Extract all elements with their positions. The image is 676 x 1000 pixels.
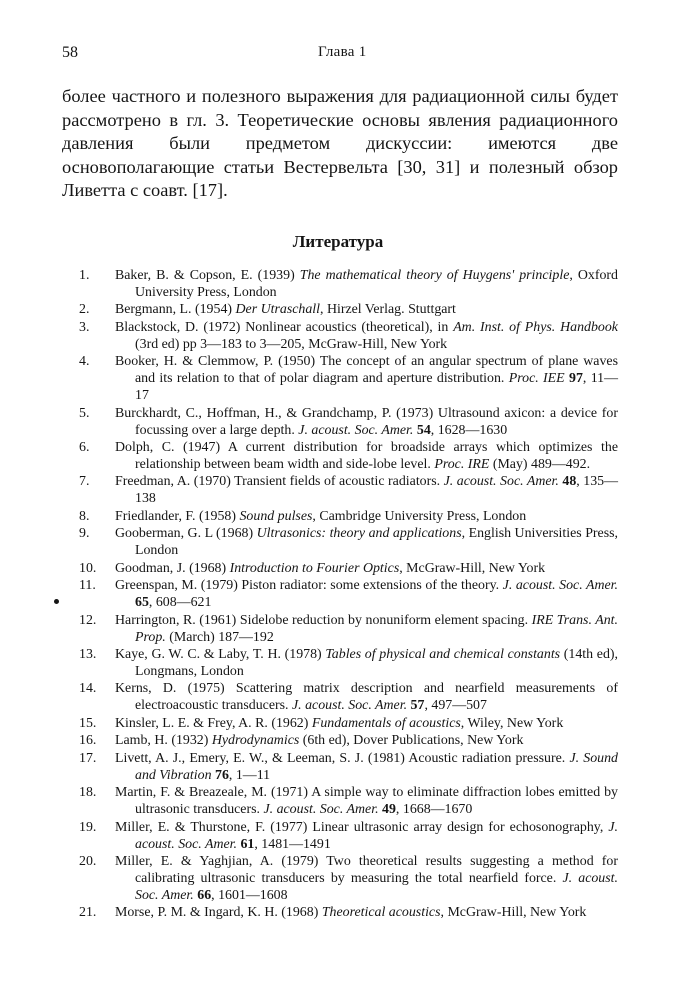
margin-bullet-mark [54,599,59,604]
reference-item [70,716,618,733]
reference-item [70,268,618,302]
reference-item [70,440,618,474]
reference-volume: 76 [215,767,229,783]
reference-list [70,268,618,923]
reference-item [70,474,618,508]
reference-number: 3. [79,319,90,335]
reference-number: 5. [79,405,90,421]
reference-item [70,302,618,319]
reference-item [70,751,618,785]
reference-pages: , 497—507 [424,698,487,714]
reference-text: (May) 489—492. [489,456,591,472]
reference-number: 14. [79,681,97,697]
reference-text: , McGraw-Hill, New York [399,560,546,576]
reference-text: Harrington, R. (1961) Sidelobe reduction by nonuniform element spacing. [115,612,532,628]
reference-volume: 61 [240,836,255,852]
reference-number: 12. [79,612,97,628]
reference-number: 17. [79,750,97,766]
reference-italic-title: Proc. IRE [434,456,490,472]
reference-italic-title: Proc. IEE [508,371,565,387]
reference-number: 4. [79,354,90,370]
reference-item [70,905,618,922]
reference-item [70,526,618,560]
reference-text: Kaye, G. W. C. & Laby, T. H. (1978) [115,647,326,663]
reference-italic-title: J. acoust. Soc. Amer. [291,698,408,714]
reference-italic-title: J. acoust. Soc. Amer. [298,422,414,438]
reference-volume: 97 [569,371,583,387]
reference-item [70,820,618,854]
reference-number: 20. [79,854,97,870]
reference-volume: 54 [416,422,431,438]
reference-text: Miller, E. & Yaghjian, A. (1979) Two theoretical results suggesting a method for calibrating ultrasonic transducers by measuring the total nearfield force. [115,854,618,886]
reference-volume: 48 [562,474,577,490]
reference-italic-title: J. acoust. Soc. Amer. [502,578,619,594]
reference-pages: , 11—17 [135,371,618,404]
reference-pages: , 608—621 [148,595,212,611]
reference-text: , Cambridge University Press, London [312,508,527,524]
reference-italic-title: Hydrodynamics [211,733,300,749]
reference-number: 13. [79,647,97,663]
reference-italic-title: Ultrasonics: theory and applications [256,526,462,542]
reference-item [70,320,618,354]
reference-number: 9. [79,526,90,542]
reference-italic-title: J. acoust. Soc. Amer. [263,802,379,818]
reference-text: Goodman, J. (1968) [115,560,230,576]
reference-italic-title: J. acoust. Soc. Amer. [443,474,559,490]
reference-text: Booker, H. & Clemmow, P. (1950) The concept of an angular spectrum of plane waves and its relation to that of polar diagram and aperture distribution. [115,354,618,387]
reference-text: Miller, E. & Thurstone, F. (1977) Linear ultrasonic array design for echosonography, [115,819,609,835]
reference-item [70,785,618,819]
reference-item [70,578,618,612]
reference-text: Bergmann, L. (1954) [115,302,236,318]
reference-item [70,854,618,905]
reference-text: Kerns, D. (1975) Scattering matrix description and nearfield measurements of electroacoustic transducers. [115,681,618,714]
reference-pages: , 1668—1670 [395,802,473,818]
reference-number: 18. [79,785,97,801]
references-title: Литература [292,232,384,251]
reference-text: (14th ed), Longmans, London [135,647,618,679]
reference-volume: 57 [410,698,425,714]
reference-italic-title: Sound pulses [239,508,313,524]
reference-volume: 65 [135,595,149,611]
reference-number: 1. [79,268,90,283]
reference-italic-title: Tables of physical and chemical constants [325,647,561,663]
reference-text: (3rd ed) pp 3—183 to 3—205, McGraw-Hill, New York [135,336,448,352]
reference-italic-title: Fundamentals of acoustics [311,715,461,731]
reference-italic-title: Der Utraschall [235,302,320,318]
reference-number: 21. [79,905,97,921]
reference-text: , McGraw-Hill, New York [440,905,587,921]
reference-number: 15. [79,715,97,731]
reference-italic-title: J. Sound and Vibration [135,750,618,783]
reference-item [70,733,618,750]
reference-text: Burckhardt, C., Hoffman, H., & Grandchamp, P. (1973) Ultrasound axicon: a device for focussing over a large depth. [115,405,618,438]
reference-number: 7. [79,474,90,490]
chapter-running-head: Глава 1 [318,44,367,60]
page-number: 58 [62,44,78,61]
reference-number: 8. [79,508,90,524]
reference-text: Blackstock, D. (1972) Nonlinear acoustics (theoretical), in [115,319,454,335]
reference-text: Livett, A. J., Emery, E. W., & Leeman, S. J. (1981) Acoustic radiation pressure. [115,750,570,766]
reference-item [70,613,618,647]
reference-text: (March) 187—192 [165,629,274,645]
reference-text: Baker, B. & Copson, E. (1939) [115,268,300,283]
reference-volume: 66 [197,887,212,903]
reference-text: , Oxford University Press, London [135,268,618,300]
reference-text: Freedman, A. (1970) Transient fields of acoustic radiators. [115,474,444,490]
reference-pages: , 1481—1491 [254,836,331,852]
reference-item [70,354,618,405]
reference-text: , Wiley, New York [460,715,564,731]
reference-item [70,509,618,526]
reference-text: , English Universities Press, London [135,526,618,559]
reference-italic-title: Theoretical acoustics [321,905,441,921]
reference-text: (6th ed), Dover Publications, New York [299,733,524,749]
reference-text: Dolph, C. (1947) A current distribution for broadside arrays which optimizes the relationship between beam width and side-lobe level. [115,440,618,472]
reference-number: 19. [79,819,97,835]
reference-number: 2. [79,302,90,318]
reference-italic-title: IRE Trans. Ant. Prop. [135,612,618,645]
reference-pages: , 135—138 [135,474,619,507]
reference-pages: , 1601—1608 [211,887,288,903]
reference-text: Friedlander, F. (1958) [115,508,240,524]
intro-paragraph: более частного и полезного выражения для радиационной силы будет рассмотрено в гл. 3. Теоретические основы явления радиационного давления были предметом дискуссии: имеются две основополагающие статьи Вестервельта [30, 31] и полезный обзор Ливетта с соавт. [17]. [62,86,618,200]
reference-italic-title: The mathematical theory of Huygens' principle [299,268,570,283]
reference-number: 6. [79,440,90,456]
reference-text: Lamb, H. (1932) [115,733,212,749]
reference-italic-title: Am. Inst. of Phys. Handbook [453,319,618,335]
reference-number: 10. [79,560,97,576]
reference-volume: 49 [382,802,396,818]
reference-number: 16. [79,733,97,749]
reference-item [70,647,618,681]
reference-text: Kinsler, L. E. & Frey, A. R. (1962) [115,715,312,731]
reference-text: Morse, P. M. & Ingard, K. H. (1968) [115,905,322,921]
reference-pages: , 1—11 [228,767,271,783]
reference-italic-title: Introduction to Fourier Optics [229,560,400,576]
reference-text: , Hirzel Verlag. Stuttgart [320,302,456,318]
reference-item [70,681,618,715]
reference-italic-title: J. acoust. Soc. Amer. [135,819,618,852]
reference-pages: , 1628—1630 [430,422,508,438]
reference-item [70,561,618,578]
reference-text: Martin, F. & Breazeale, M. (1971) A simple way to eliminate diffraction lobes emitted by ultrasonic transducers. [115,785,618,818]
reference-text: Greenspan, M. (1979) Piston radiator: some extensions of the theory. [115,578,503,594]
reference-item [70,406,618,440]
reference-italic-title: J. acoust. Soc. Amer. [135,871,618,903]
reference-number: 11. [79,578,96,594]
reference-text: Gooberman, G. L (1968) [115,526,257,542]
